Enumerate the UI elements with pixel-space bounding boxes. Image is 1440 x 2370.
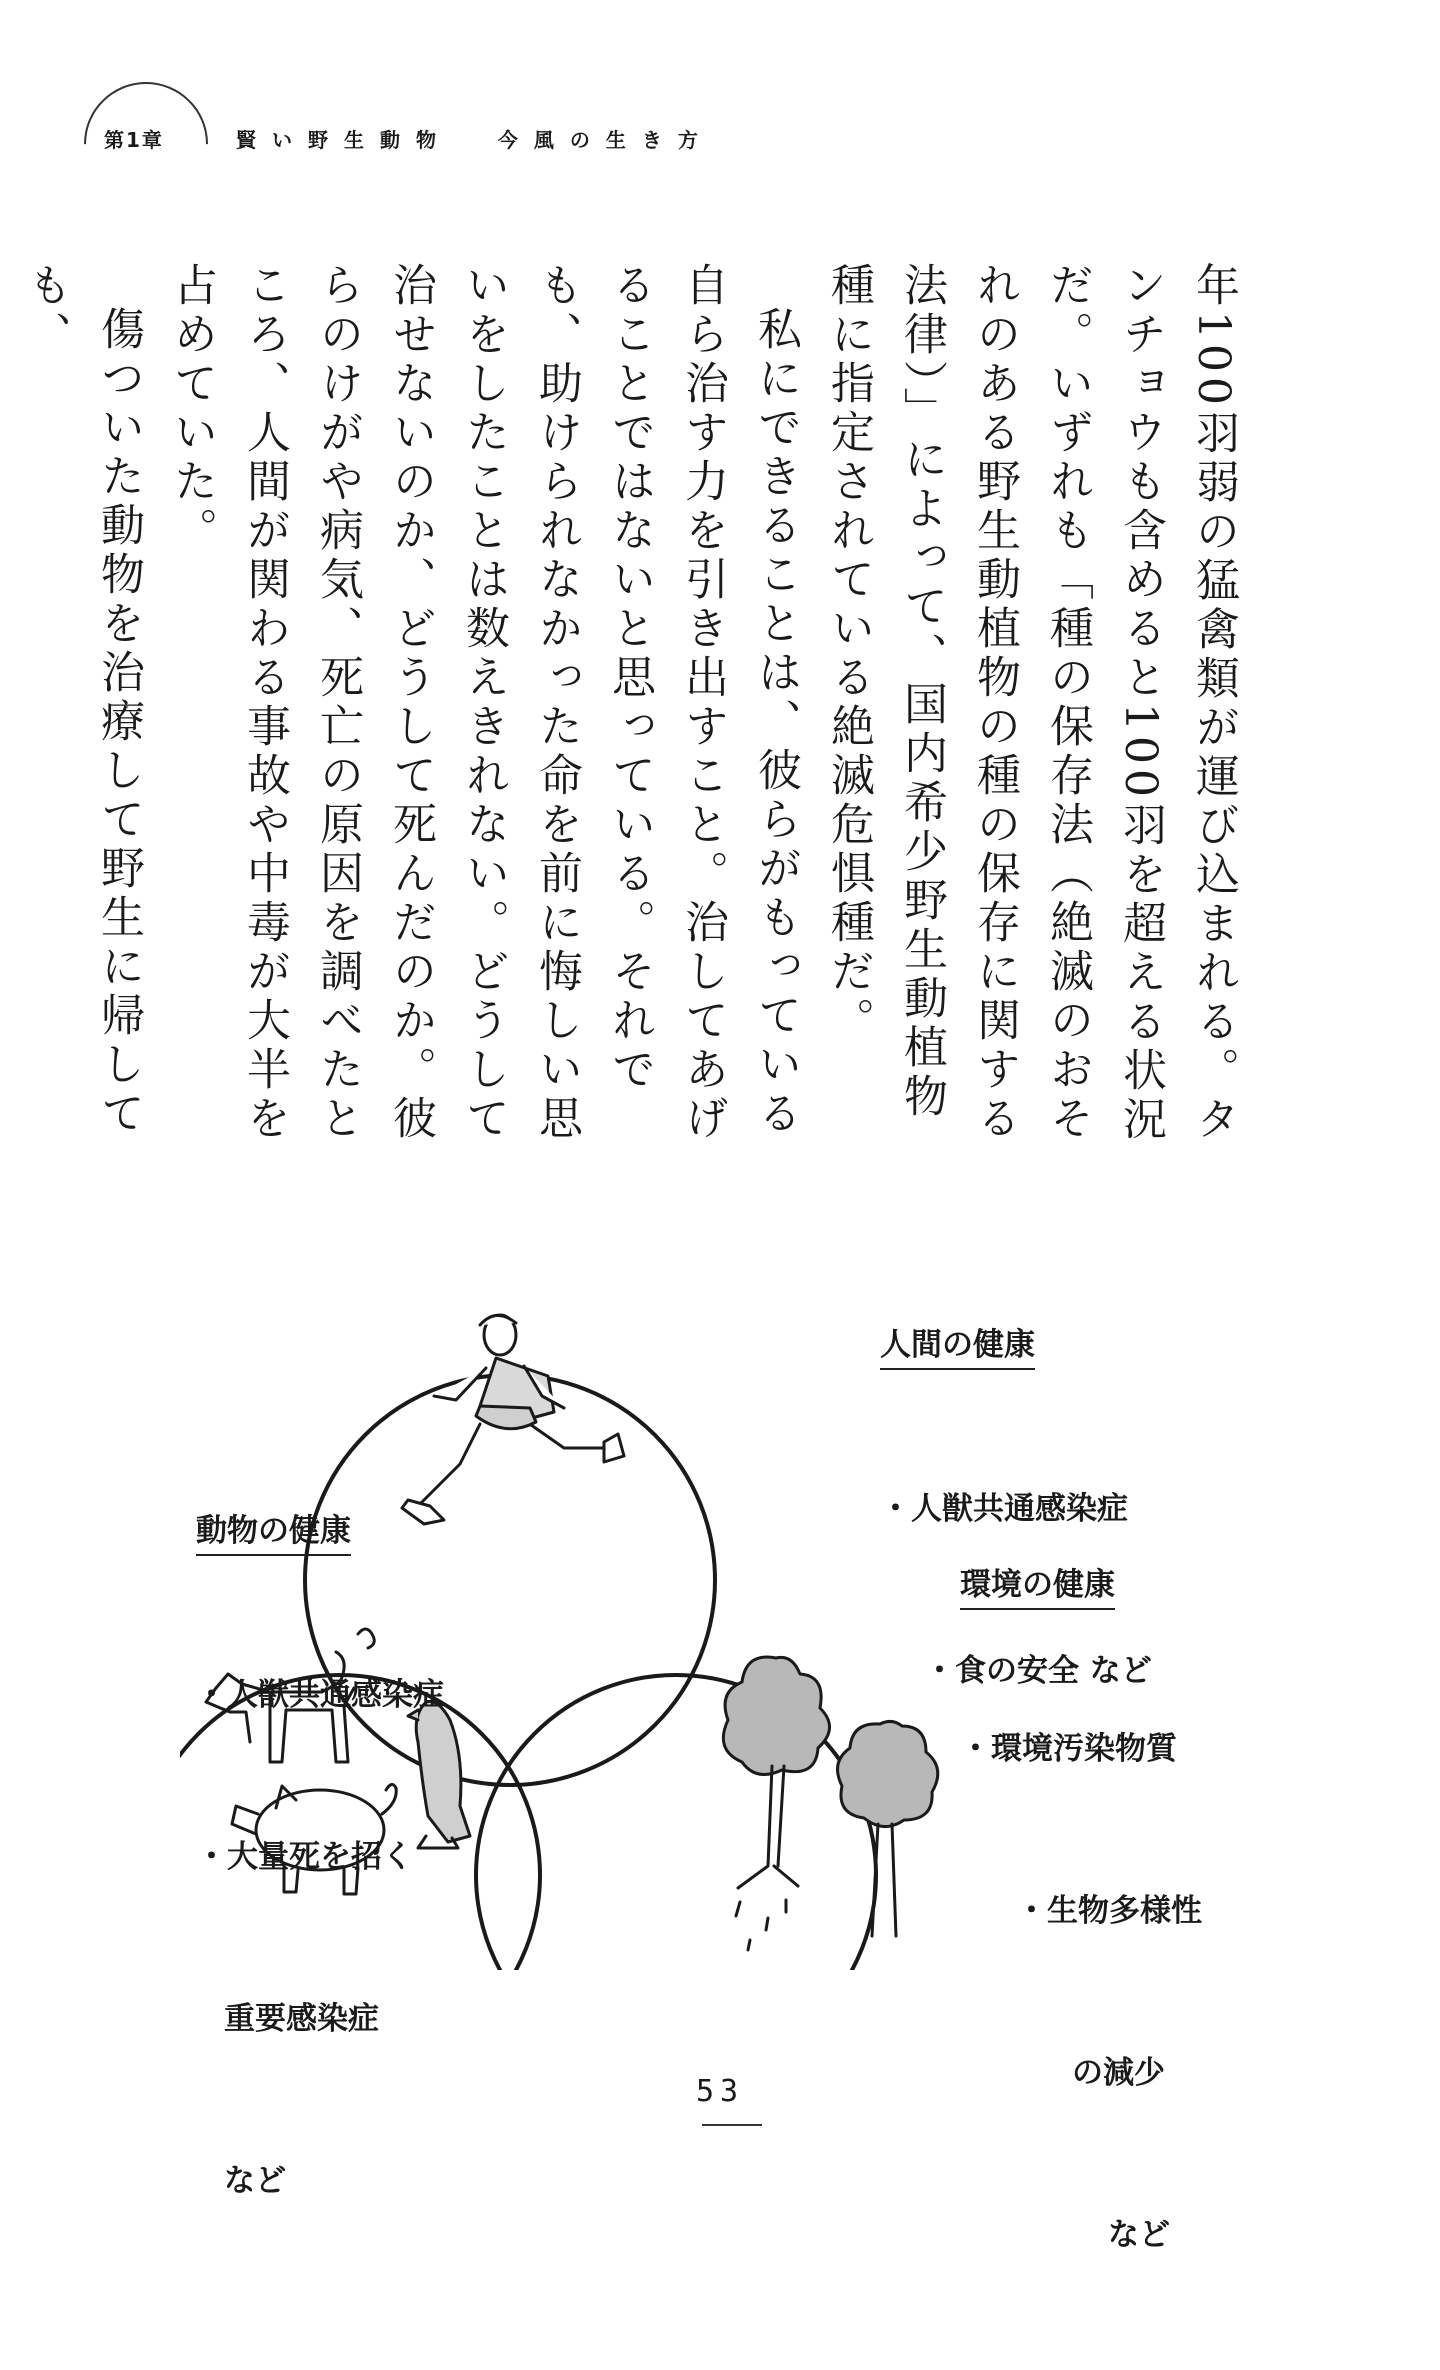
- paragraph: 年100羽弱の猛禽類が運び込まれる。タンチョウも含めると100羽を超える状況だ。いずれも「種の保存法（絶滅のおそれのある野生動植物の種の保存に関する法律）」によって、国内希少野生動植物種に指定されている絶滅危惧種だ。: [823, 262, 1239, 1145]
- environment-health-label: [960, 1450, 1202, 2370]
- chapter-title: 賢い野生動物 今風の生き方: [236, 128, 714, 152]
- animal-health-item: ・大量死を招く: [196, 1839, 413, 1875]
- environment-health-item: ・環境汚染物質: [960, 1731, 1177, 1767]
- human-health-title: 人間の健康: [880, 1322, 1035, 1370]
- animal-health-title: 動物の健康: [196, 1508, 351, 1556]
- page-number-rule: [702, 2124, 762, 2126]
- animal-health-item: ・人獣共通感染症: [196, 1677, 444, 1713]
- animal-health-label: [196, 1396, 444, 2316]
- page-number: 53: [695, 2074, 745, 2109]
- running-header: [0, 0, 1440, 200]
- paragraph: 傷ついた動物を治療して野生に帰しても、: [20, 262, 144, 1139]
- environment-health-item-continuation: など: [1108, 2217, 1170, 2253]
- human-health-item: ・人獣共通感染症: [880, 1491, 1128, 1527]
- paragraph: 私にできることは、彼らがもっている自ら治す力を引き出すこと。治してあげることではないと思っている。それでも、助けられなかった命を前に悔しい思いをしたことは数えきれない。どうして治せないのか、どうして死んだのか。彼らのけがや病気、死亡の原因を調べたところ、人間が関わる事故や中毒が大半を占めていた。: [166, 262, 801, 1144]
- chapter-label: 第1章: [104, 128, 164, 152]
- animal-health-item-continuation: など: [224, 2163, 286, 2199]
- body-text: [9, 262, 1250, 1162]
- environment-health-item-continuation: の減少: [1072, 2055, 1165, 2091]
- human-health-item: ・食の安全 など: [924, 1653, 1152, 1689]
- animal-health-item-continuation: 重要感染症: [224, 2001, 379, 2037]
- environment-health-item: ・生物多様性: [1016, 1893, 1202, 1929]
- environment-health-title: 環境の健康: [960, 1562, 1115, 1610]
